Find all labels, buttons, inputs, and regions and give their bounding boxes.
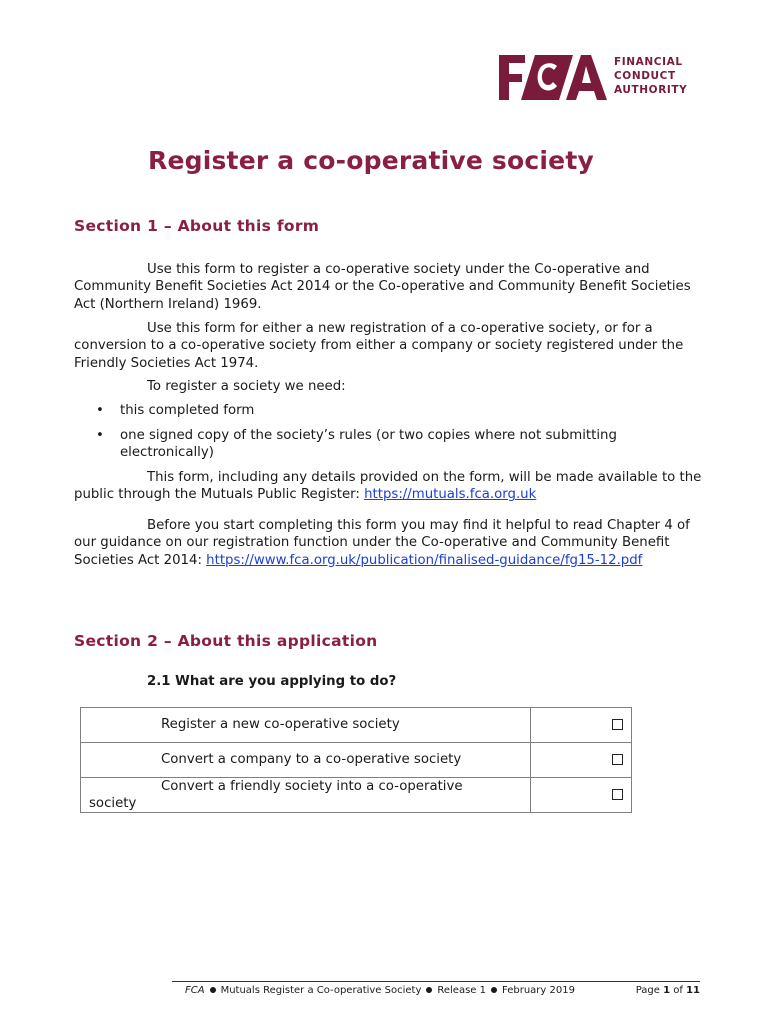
section-1-paragraph-1-text: Use this form to register a co-operative society under the Co-operative and Community Benefit Societies Act 2014 or the Co-operative and Community Benefit Societies Act (Northern Ireland) 1969. [74,262,691,312]
section-1-paragraph-4 [74,469,704,504]
footer-divider [172,981,700,982]
option-row [81,778,632,813]
application-options-table [80,707,632,813]
logo-wordmark [614,55,687,97]
footer-date: February 2019 [502,985,575,996]
section-1-paragraph-5 [74,517,704,569]
section-1-heading: Section 1 – About this form [74,217,320,235]
option-label-cell [81,778,531,813]
page-total: 11 [686,985,700,996]
page-of: of [673,985,683,996]
option-row [81,708,632,743]
logo-line-1: FINANCIAL [614,56,683,68]
option-convert-friendly-label: Convert a friendly society into a co-operative [161,779,463,794]
option-checkbox-cell [531,708,632,743]
bullet-dot-icon [210,987,216,993]
page-prefix: Page [635,985,660,996]
logo-line-3: AUTHORITY [614,84,688,96]
footer-release: Release 1 [437,985,486,996]
convert-friendly-checkbox[interactable] [612,789,623,800]
guidance-link[interactable]: https://www.fca.org.uk/publication/finalised-guidance/fg15-12.pdf [206,552,643,568]
mutuals-register-link[interactable]: https://mutuals.fca.org.uk [364,487,537,503]
bullet-marker: • [96,428,104,443]
section-1-paragraph-2 [74,320,704,372]
bullet-dot-icon [426,987,432,993]
option-convert-company-label: Convert a company to a co-operative society [161,752,462,767]
option-checkbox-cell [531,743,632,778]
footer-doc-title: Mutuals Register a Co-operative Society [220,985,422,996]
option-register-new-label: Register a new co-operative society [161,717,400,732]
option-checkbox-cell [531,778,632,813]
bullet-item-2: one signed copy of the society’s rules (or two copies where not submitting electronically) [120,428,617,461]
bullet-marker: • [96,403,104,418]
question-2-1: 2.1 What are you applying to do? [147,674,397,689]
section-1-paragraph-5-text: Before you start completing this form you may find it helpful to read Chapter 4 of our guidance on our registration function under the Co-operative and Community Benefit Societies Act 2014: [74,518,690,568]
page-number [636,985,700,996]
page-current: 1 [663,985,671,996]
section-1-paragraph-3 [74,378,704,395]
bullet-dot-icon [491,987,497,993]
page-title: Register a co-operative society [148,146,594,175]
section-2-heading: Section 2 – About this application [74,632,378,650]
fca-logo [499,50,699,104]
option-row [81,743,632,778]
option-label-cell [81,708,531,743]
section-1-paragraph-3-text: To register a society we need: [147,379,346,394]
logo-line-2: CONDUCT [614,70,676,82]
fca-logo-mark [499,50,609,104]
option-label-cell [81,743,531,778]
section-1-paragraph-2-text: Use this form for either a new registration of a co-operative society, or for a conversion to a co-operative society from either a company or society registered under the Friendly Societies Act 1974. [74,321,684,371]
footer-brand: FCA [185,985,205,996]
section-1-paragraph-1 [74,261,704,313]
convert-company-checkbox[interactable] [612,754,623,765]
option-convert-friendly-label-continued: society [89,796,137,811]
section-1-paragraph-4-text: This form, including any details provided on the form, will be made available to the public through the Mutuals Public Register: [74,470,702,503]
bullet-item-1: this completed form [120,403,255,418]
register-new-checkbox[interactable] [612,719,623,730]
page-footer [185,985,700,996]
